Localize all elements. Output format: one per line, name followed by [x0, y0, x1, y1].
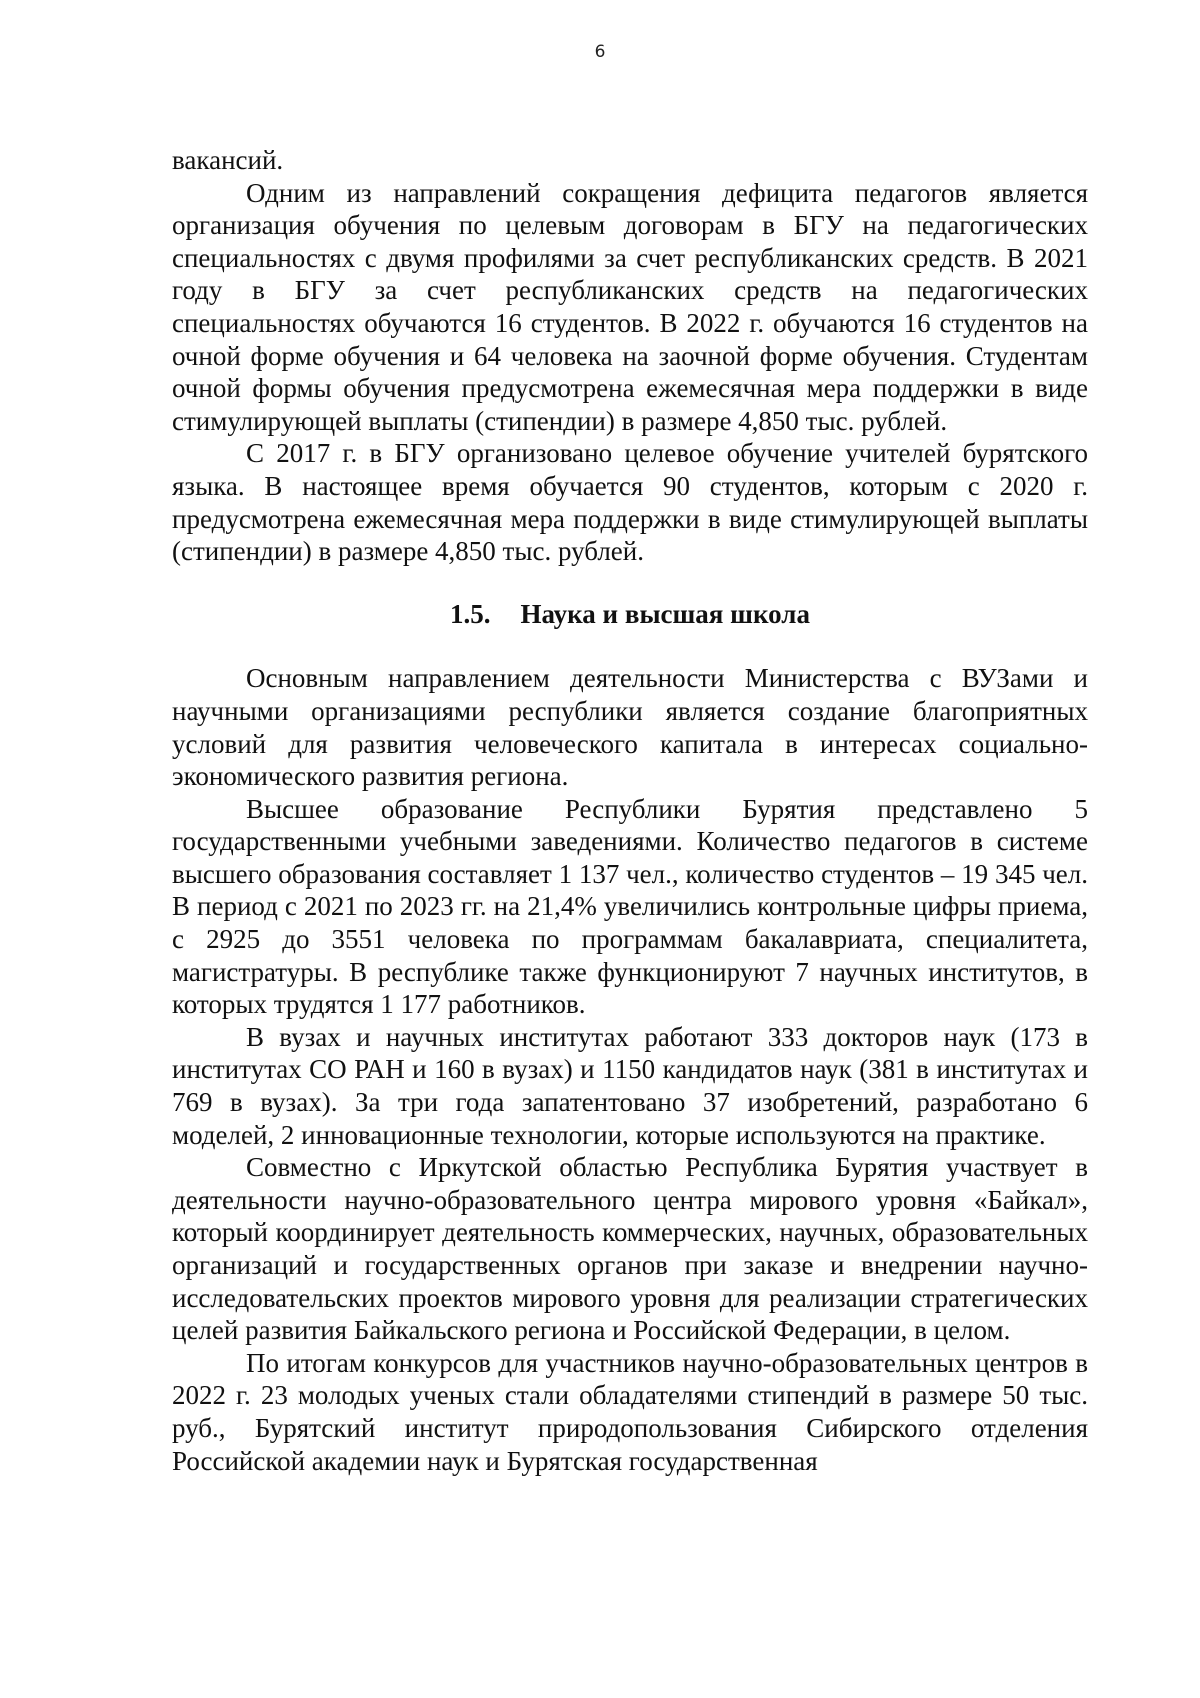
paragraph-continuation: вакансий.: [172, 145, 284, 175]
section-number: 1.5.: [450, 598, 491, 629]
paragraph-buryat-language: С 2017 г. в БГУ организовано целевое обучение учителей бурятского языка. В настоящее время обучается 90 студентов, которым с 2020 г. предусмотрена ежемесячная мера поддержки в виде стимулирующей выплаты (стипендии) в размере 4,850 тыс. рублей.: [172, 438, 1088, 567]
paragraph-ministry-direction: Основным направлением деятельности Министерства с ВУЗами и научными организациями республики является создание благоприятных условий для развития человеческого капитала в интересах социально-экономического развития региона.: [172, 663, 1088, 792]
section-title: Наука и высшая школа: [520, 598, 810, 629]
section-heading: [172, 598, 1088, 631]
paragraph-higher-education: Высшее образование Республики Бурятия представлено 5 государственными учебными заведениями. Количество педагогов в системе высшего образования составляет 1 137 чел., количество студентов – 19 345 чел. В период с 2021 по 2023 гг. на 21,4% увеличились контрольные цифры приема, с 2925 до 3551 человека по программам бакалавриата, специалитета, магистратуры. В республике также функционируют 7 научных институтов, в которых трудятся 1 177 работников.: [172, 793, 1088, 1020]
document-body: [172, 144, 1088, 1477]
page-number: 6: [594, 42, 606, 62]
paragraph-scientists: В вузах и научных институтах работают 333 докторов наук (173 в институтах СО РАН и 160 в вузах) и 1150 кандидатов наук (381 в институтах и 769 в вузах). За три года запатентовано 37 изобретений, разработано 6 моделей, 2 инновационные технологии, которые используются на практике.: [172, 1021, 1088, 1150]
paragraph-competitions: По итогам конкурсов для участников научно-образовательных центров в 2022 г. 23 молодых ученых стали обладателями стипендий в размере 50 тыс. руб., Бурятский институт природопользования Сибирского отделения Российской академии наук и Бурятская государственная: [172, 1347, 1088, 1476]
paragraph-baikal-center: Совместно с Иркутской областью Республика Бурятия участвует в деятельности научно-образовательного центра мирового уровня «Байкал», который координирует деятельность коммерческих, научных, образовательных организаций и государственных органов при заказе и внедрении научно-исследовательских проектов мирового уровня для реализации стратегических целей развития Байкальского региона и Российской Федерации, в целом.: [172, 1152, 1088, 1346]
paragraph-teacher-deficit: Одним из направлений сокращения дефицита педагогов является организация обучения по целевым договорам в БГУ на педагогических специальностях с двумя профилями за счет республиканских средств. В 2021 году в БГУ за счет республиканских средств на педагогических специальностях обучаются 16 студентов. В 2022 г. обучаются 16 студентов на очной форме обучения и 64 человека на заочной форме обучения. Студентам очной формы обучения предусмотрена ежемесячная мера поддержки в виде стимулирующей выплаты (стипендии) в размере 4,850 тыс. рублей.: [172, 177, 1088, 436]
